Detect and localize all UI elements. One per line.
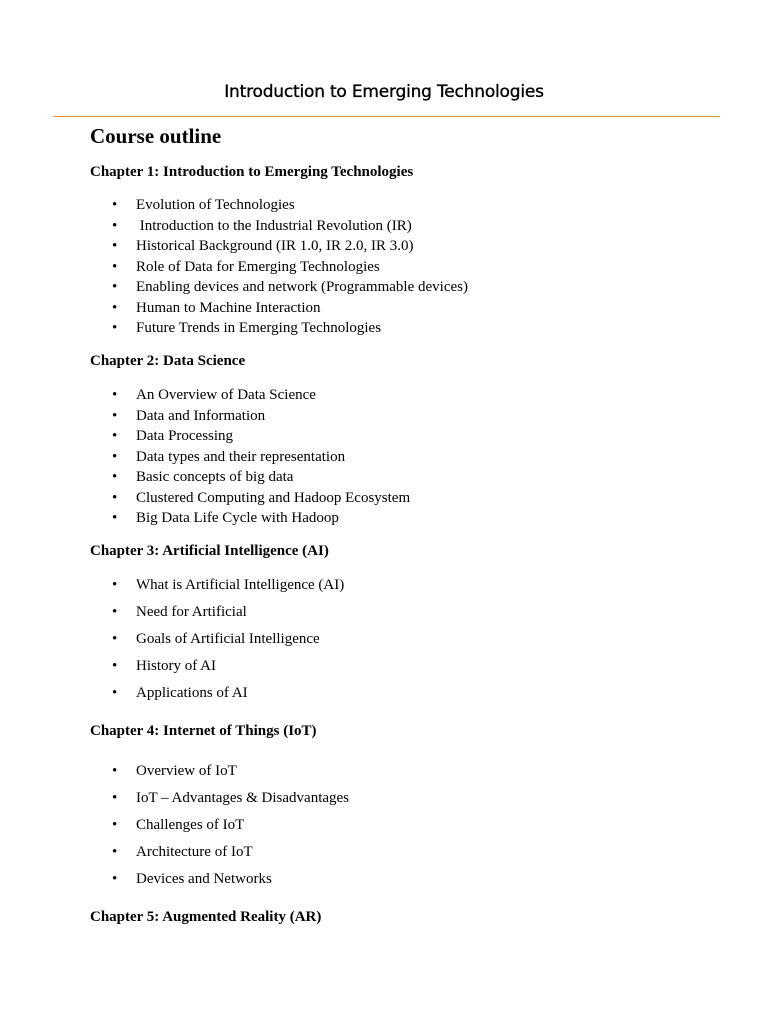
chapter-5-heading: Chapter 5: Augmented Reality (AR)	[90, 909, 322, 925]
list-item	[90, 318, 468, 339]
bullet-icon: •	[112, 469, 118, 485]
list-item-text: Future Trends in Emerging Technologies	[136, 320, 382, 336]
chapter-4-heading: Chapter 4: Internet of Things (IoT)	[90, 723, 317, 739]
list-item	[90, 599, 344, 626]
bullet-icon: •	[112, 510, 118, 526]
list-item	[90, 626, 344, 653]
document-title: Introduction to Emerging Technologies	[224, 82, 544, 102]
list-item-text: Human to Machine Interaction	[136, 299, 321, 316]
bullet-icon: •	[112, 631, 118, 647]
bullet-icon: •	[112, 387, 118, 403]
course-outline-heading: Course outline	[90, 124, 222, 148]
list-item-text: History of AI	[136, 658, 216, 674]
list-item-text: Introduction to the Industrial Revolution (IR)	[136, 217, 412, 234]
list-item	[90, 277, 468, 298]
bullet-icon: •	[112, 790, 118, 806]
bullet-icon: •	[112, 197, 118, 213]
list-item	[90, 195, 468, 216]
bullet-icon: •	[112, 817, 118, 833]
list-item-text: Data and Information	[136, 407, 266, 424]
list-item-text: Basic concepts of big data	[136, 469, 294, 485]
bullet-icon: •	[112, 217, 118, 234]
bullet-icon: •	[112, 604, 118, 620]
list-item-text: Clustered Computing and Hadoop Ecosystem	[136, 489, 411, 506]
list-item	[90, 866, 349, 893]
list-item	[90, 447, 410, 468]
list-item	[90, 426, 410, 447]
list-item-text: Big Data Life Cycle with Hadoop	[136, 510, 339, 526]
list-item	[90, 839, 349, 866]
chapter-2-topic-list	[90, 385, 410, 529]
bullet-icon: •	[112, 299, 118, 316]
list-item-text: Data types and their representation	[136, 448, 346, 465]
title-underline	[53, 116, 720, 117]
bullet-icon: •	[112, 320, 118, 336]
list-item	[90, 785, 349, 812]
list-item	[90, 572, 344, 599]
list-item	[90, 406, 410, 427]
list-item	[90, 257, 468, 278]
bullet-icon: •	[112, 871, 118, 887]
list-item-text: Architecture of IoT	[136, 844, 253, 860]
bullet-icon: •	[112, 844, 118, 860]
bullet-icon: •	[112, 238, 118, 254]
list-item-text: Devices and Networks	[136, 871, 272, 887]
list-item	[90, 385, 410, 406]
list-item-text: Applications of AI	[136, 685, 248, 701]
bullet-icon: •	[112, 407, 118, 424]
list-item	[90, 216, 468, 237]
chapter-4-topic-list	[90, 758, 349, 893]
bullet-icon: •	[112, 279, 118, 295]
list-item	[90, 653, 344, 680]
bullet-icon: •	[112, 428, 118, 444]
list-item-text: Data Processing	[136, 428, 234, 444]
list-item	[90, 680, 344, 707]
list-item	[90, 812, 349, 839]
chapter-2-heading: Chapter 2: Data Science	[90, 353, 246, 369]
list-item-text: Evolution of Technologies	[136, 197, 295, 213]
list-item-text: Overview of IoT	[136, 763, 237, 779]
list-item-text: Enabling devices and network (Programmable devices)	[136, 279, 468, 295]
list-item-text: Challenges of IoT	[136, 817, 245, 833]
list-item-text: IoT – Advantages & Disadvantages	[136, 790, 350, 806]
bullet-icon: •	[112, 489, 118, 506]
list-item-text: Goals of Artificial Intelligence	[136, 631, 320, 647]
list-item-text: Historical Background (IR 1.0, IR 2.0, IR 3.0)	[136, 238, 414, 254]
bullet-icon: •	[112, 763, 118, 779]
chapter-3-heading: Chapter 3: Artificial Intelligence (AI)	[90, 543, 329, 559]
bullet-icon: •	[112, 685, 118, 701]
chapter-1-heading: Chapter 1: Introduction to Emerging Technologies	[90, 164, 414, 180]
chapter-3-topic-list	[90, 572, 344, 707]
bullet-icon: •	[112, 577, 118, 593]
bullet-icon: •	[112, 658, 118, 674]
chapter-1-topic-list	[90, 195, 468, 339]
list-item	[90, 467, 410, 488]
list-item-text: Need for Artificial	[136, 604, 247, 620]
bullet-icon: •	[112, 258, 118, 275]
list-item	[90, 298, 468, 319]
list-item	[90, 488, 410, 509]
list-item-text: Role of Data for Emerging Technologies	[136, 258, 380, 275]
list-item-text: What is Artificial Intelligence (AI)	[136, 577, 345, 593]
bullet-icon: •	[112, 448, 118, 465]
list-item	[90, 758, 349, 785]
list-item	[90, 508, 410, 529]
list-item-text: An Overview of Data Science	[136, 387, 316, 403]
list-item	[90, 236, 468, 257]
